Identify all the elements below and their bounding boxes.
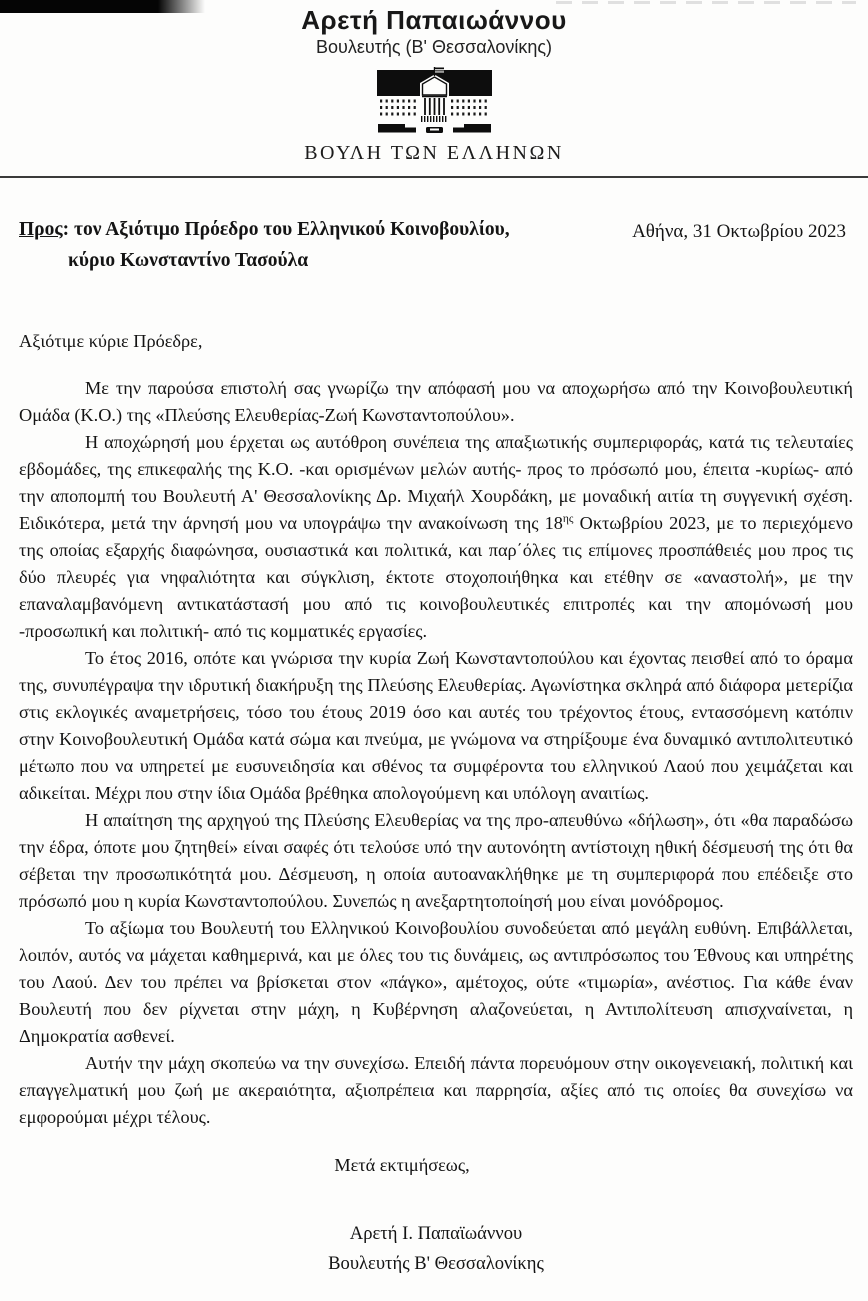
- ordinal-superscript: ης: [562, 512, 574, 525]
- to-label: Προς: [19, 219, 63, 240]
- letter-paragraph-3: Το έτος 2016, οπότε και γνώρισα την κυρία Ζωή Κωνσταντοπούλου και έχοντας πεισθεί από το όραμα της, συνυπέγραψα την ιδρυτική διακήρυξη της Πλεύσης Ελευθερίας. Αγωνίστηκα σκληρά από διάφορα μετερίζια στις εκλογικές αναμετρήσεις, τόσο του έτους 2019 όσο και αυτές του τρέχοντος έτους, εντασσόμενη κατόπιν στην Κοινοβουλευτική Ομάδα κατά σώμα και πνεύμα, με γνώμονα να στηρίξουμε ένα δυναμικό αντιπολιτευτικό μέτωπο που να υπηρετεί με ευσυνειδησία και σθένος τα συμφέροντα του ελληνικού Λαού που χειμάζεται και αδικείται. Μέχρι που στην ίδια Ομάδα βρέθηκα απολογούμενη και υπόλογη αναιτίως.: [19, 648, 853, 803]
- recipient-line-1: [19, 214, 510, 245]
- letter-paragraph-2: [19, 429, 853, 645]
- sender-role: Βουλευτής (Β' Θεσσαλονίκης): [315, 37, 553, 57]
- recipient-line-2: κύριο Κωνσταντίνο Τασούλα: [68, 250, 309, 271]
- signature-block: [19, 1219, 853, 1279]
- scanner-edge-artifact: [0, 0, 210, 13]
- letter-paragraph-4: Η απαίτηση της αρχηγού της Πλεύσης Ελευθερίας να της προ-απευθύνω «δήλωση», ότι «θα παραδώσω την έδρα, όποτε μου ζητηθεί» είναι σαφές ότι τελούσε υπό την αυτονόητη αντίστοιχη ηθική δέσμευσή της ότι θα σέβεται την προσωπικότητά μου. Δέσμευση, η οποία αυτοανακλήθηκε με τη συμπεριφορά που επέδειξε στο πρόσωπό μου η κυρία Κωνσταντοπούλου. Συνεπώς η ανεξαρτητοποίησή μου είναι μονόδρομος.: [19, 810, 853, 911]
- recipient-text: : τον Αξιότιμο Πρόεδρο του Ελληνικού Κοινοβουλίου,: [62, 219, 510, 240]
- institution-title: ΒΟΥΛΗ ΤΩΝ ΕΛΛΗΝΩΝ: [304, 142, 564, 164]
- scan-noise: [556, 1, 856, 4]
- letter-body: [0, 328, 868, 1279]
- valediction: Μετά εκτιμήσεως,: [334, 1155, 470, 1175]
- paragraph-2-text-a: Η αποχώρησή μου έρχεται ως αυτόθροη συνέπεια της απαξιωτικής συμπεριφοράς, κατά τις τελευταίες εβδομάδες, της επικεφαλής της Κ.Ο. -και ορισμένων μελών αυτής- προς το πρόσωπό μου, έπειτα -κυρίως- από την αποπομπή του Βουλευτή Α' Θεσσαλονίκης Δρ. Μιχαήλ Χουρδάκη, με μοναδική αιτία τη συγγενική σχέση. Ειδικότερα, μετά την άρνησή μου να υπογράψω την ανακοίνωση της 18: [19, 432, 853, 533]
- salutation: Αξιότιμε κύριε Πρόεδρε,: [19, 331, 203, 351]
- sender-name: Αρετή Παπαιωάννου: [301, 5, 567, 35]
- letter-paragraph-1: Με την παρούσα επιστολή σας γνωρίζω την απόφασή μου να αποχωρήσω από την Κοινοβουλευτική Ομάδα (Κ.Ο.) της «Πλεύσης Ελευθερίας-Ζωή Κωνσταντοπούλου».: [19, 378, 853, 425]
- hellenic-parliament-logo: [0, 67, 868, 139]
- letterhead: [0, 0, 868, 165]
- letter-paragraph-5: Το αξίωμα του Βουλευτή του Ελληνικού Κοινοβουλίου συνοδεύεται από μεγάλη ευθύνη. Επιβάλλεται, λοιπόν, αυτός να μάχεται καθημερινά, και με όλες του τις δυνάμεις, ως αντιπρόσωπος του Έθνους και υπηρέτης του Λαού. Δεν του πρέπει να βρίσκεται στον «πάγκο», αμέτοχος, ούτε «τιμωρία», ανέστιος. Για κάθε έναν Βουλευτή που δεν ρίχνεται στην μάχη, η Κυβέρνηση αλαζονεύεται, η Αντιπολίτευση απισχναίνεται, η Δημοκρατία ασθενεί.: [19, 918, 853, 1046]
- paragraph-2-text-b: Οκτωβρίου 2023, με το περιεχόμενο της οποίας εξαρχής διαφώνησα, ουσιαστικά και πολιτικά, και παρ΄όλες τις επίμονες προσπάθειές μου προς τις δύο πλευρές για νηφαλιότητα και σύγκλιση, έκτοτε στοχοποιήθηκα και ετέθην σε «αναστολή», με την επαναλαμβανόμενη αντικατάστασή μου από τις κοινοβουλευτικές επιτροπές και την απομόνωσή μου -προσωπική και πολιτική- από τις κομματικές εργασίες.: [19, 513, 853, 641]
- signer-name: Αρετή Ι. Παπαϊωάννου: [349, 1223, 523, 1244]
- signer-title: Βουλευτής Β' Θεσσαλονίκης: [328, 1253, 544, 1274]
- letter-paragraph-6: Αυτήν την μάχη σκοπεύω να την συνεχίσω. Επειδή πάντα πορευόμουν στην οικογενειακή, πολιτική και επαγγελματική μου ζωή με ακεραιότητα, αξιοπρέπεια και παρρησία, αξίες από τις οποίες θα συνεχίσω να εμφορούμαι μέχρι τέλους.: [19, 1053, 853, 1127]
- letter-meta: [0, 178, 868, 276]
- recipient-block: [19, 214, 510, 276]
- letter-date: Αθήνα, 31 Οκτωβρίου 2023: [632, 221, 846, 242]
